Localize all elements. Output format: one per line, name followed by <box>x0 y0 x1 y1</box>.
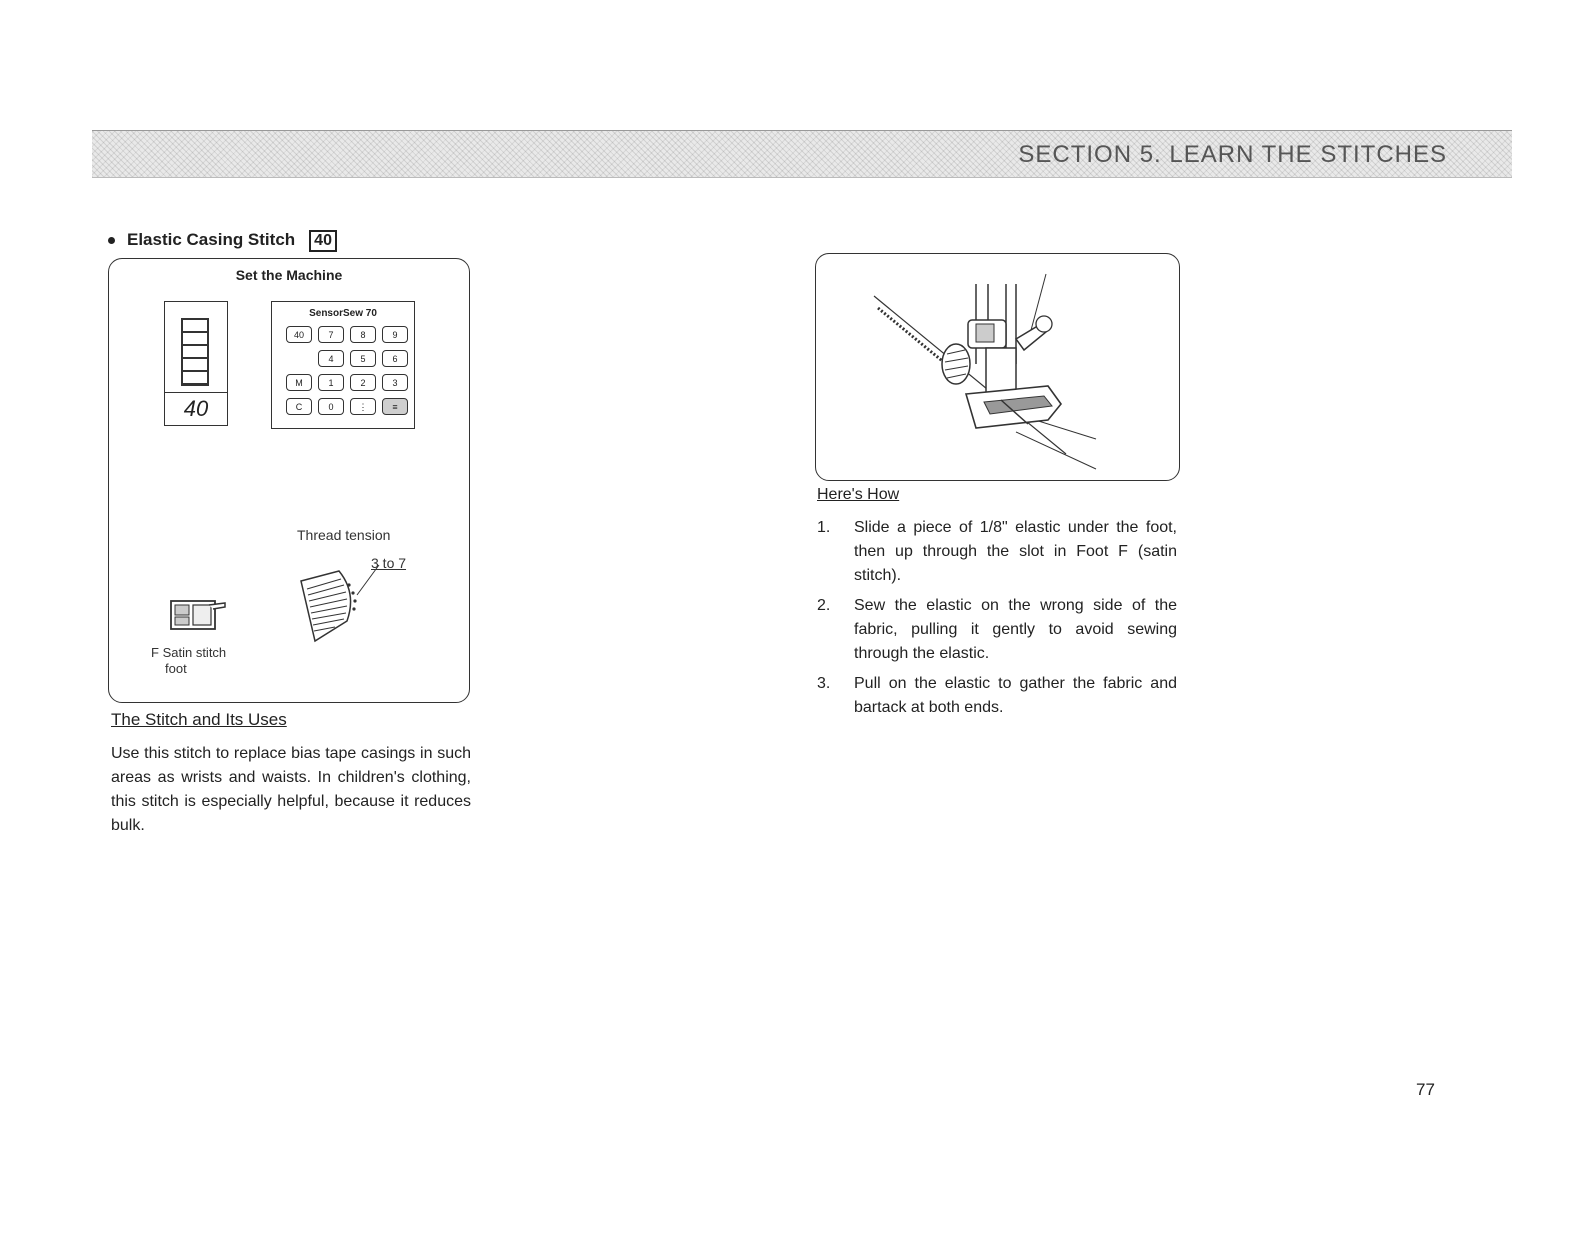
step-number: 2. <box>817 597 831 614</box>
stitch-display-icon <box>164 301 228 426</box>
step-text: Sew the elastic on the wrong side of the fabric, pulling it gently to avoid sewing through the elastic. <box>854 597 1177 662</box>
keypad-key: 40 <box>286 326 312 343</box>
uses-heading: The Stitch and Its Uses <box>111 710 287 729</box>
keypad-key: 6 <box>382 350 408 367</box>
stitch-pattern-icon <box>181 318 209 386</box>
presser-foot-illustration <box>816 254 1180 481</box>
bullet-icon <box>108 237 115 244</box>
list-item <box>817 672 1177 720</box>
section-header-band <box>92 130 1512 178</box>
steps-list <box>817 516 1177 726</box>
keypad-key-dots-icon: ⋮ <box>350 398 376 415</box>
thread-tension-label: Thread tension <box>297 527 391 543</box>
display-number: 40 <box>165 392 227 425</box>
stitch-heading <box>108 230 337 252</box>
keypad-key: 9 <box>382 326 408 343</box>
keypad-key: 4 <box>318 350 344 367</box>
tension-dial-icon <box>295 559 385 649</box>
foot-illustration-panel <box>815 253 1180 481</box>
keypad-brand: SensorSew 70 <box>309 308 377 319</box>
step-text: Slide a piece of 1/8" elastic under the foot, then up through the slot in Foot F (satin stitch). <box>854 519 1177 584</box>
heres-how-heading: Here's How <box>817 486 900 503</box>
list-item <box>817 516 1177 588</box>
step-number: 1. <box>817 519 831 536</box>
keypad-key: 0 <box>318 398 344 415</box>
keypad-key-memory-icon: ≡ <box>382 398 408 415</box>
thread-tension-value: 3 to 7 <box>371 555 407 571</box>
list-item <box>817 594 1177 666</box>
foot-name: Satin stitch <box>162 645 227 660</box>
foot-letter: F <box>151 645 159 660</box>
foot-name-2: foot <box>165 661 187 676</box>
foot-label <box>151 645 226 677</box>
step-text: Pull on the elastic to gather the fabric and bartack at both ends. <box>854 675 1177 716</box>
stitch-name: Elastic Casing Stitch <box>127 230 296 249</box>
uses-body: Use this stitch to replace bias tape casings in such areas as wrists and waists. In children's clothing, this stitch is especially helpful, because it reduces bulk. <box>111 745 471 834</box>
set-machine-panel <box>108 258 470 703</box>
section-title: SECTION 5. LEARN THE STITCHES <box>1018 141 1447 168</box>
keypad-key: 5 <box>350 350 376 367</box>
step-number: 3. <box>817 675 831 692</box>
keypad-key: 1 <box>318 374 344 391</box>
set-machine-title: Set the Machine <box>235 267 343 283</box>
keypad-key: C <box>286 398 312 415</box>
stitch-number-badge: 40 <box>309 230 337 252</box>
satin-stitch-foot-icon <box>169 597 229 633</box>
keypad-panel <box>271 301 415 429</box>
keypad-key: M <box>286 374 312 391</box>
keypad-key: 8 <box>350 326 376 343</box>
keypad-key: 3 <box>382 374 408 391</box>
keypad-key: 7 <box>318 326 344 343</box>
page-number: 77 <box>1416 1080 1435 1099</box>
keypad-key: 2 <box>350 374 376 391</box>
